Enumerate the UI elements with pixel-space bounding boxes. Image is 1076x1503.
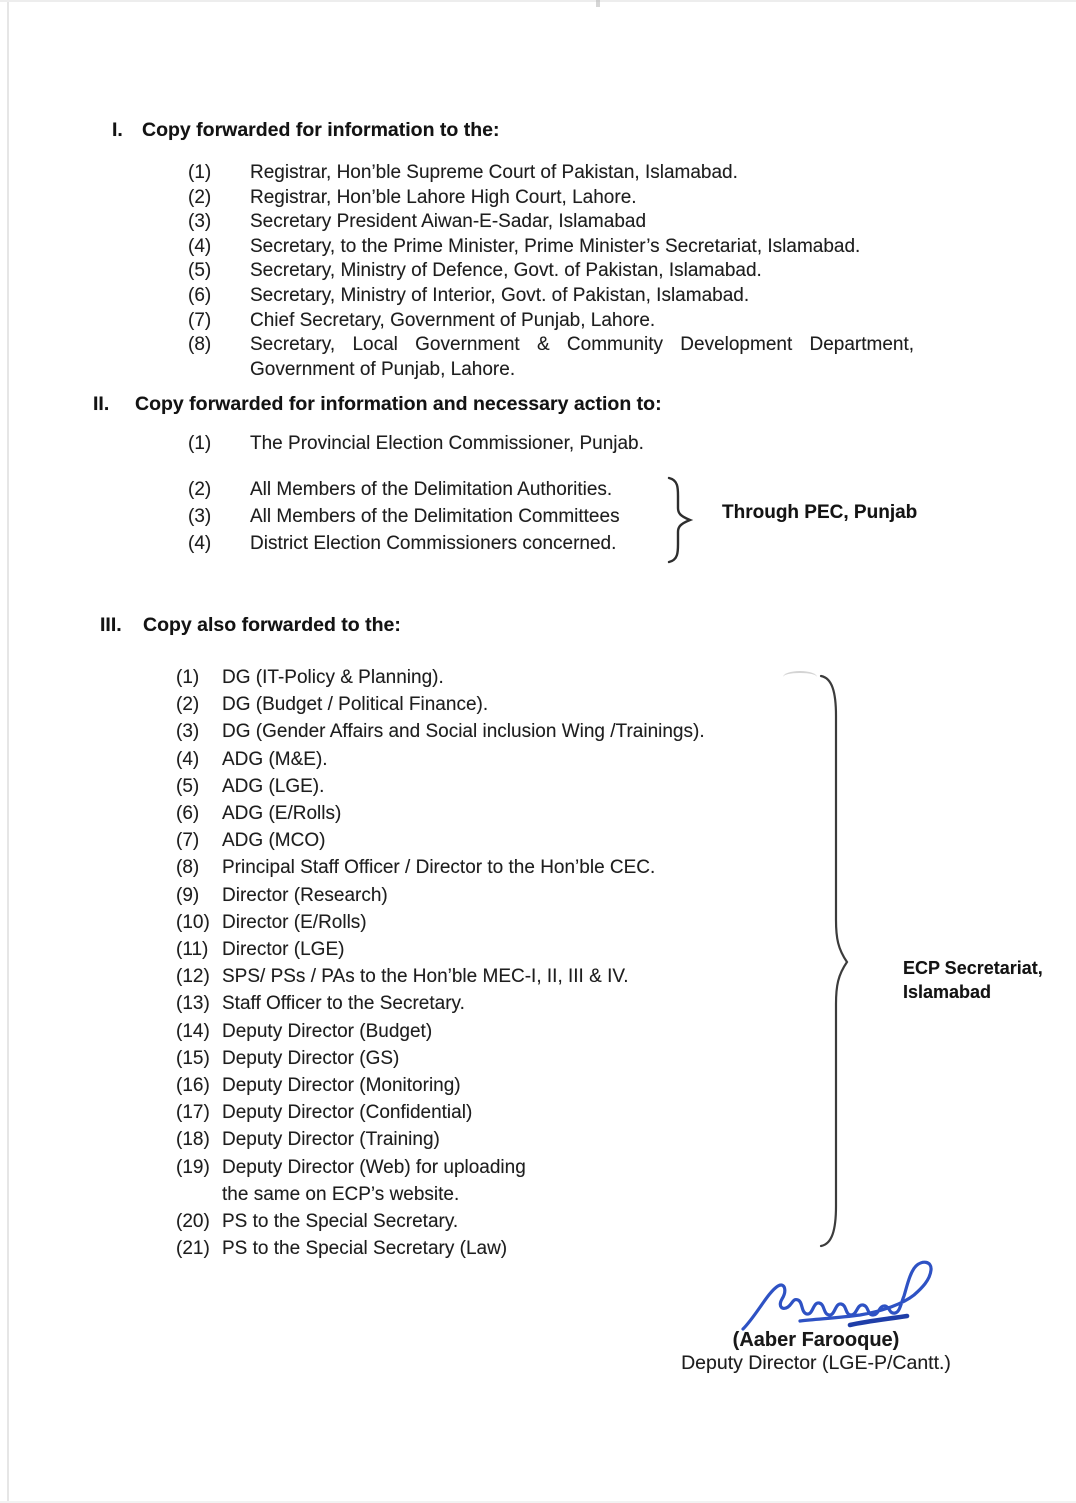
item-text: Staff Officer to the Secretary. <box>222 993 465 1015</box>
item-number: (15) <box>176 1047 210 1069</box>
brace-small <box>666 475 694 565</box>
scan-edge-left <box>7 0 9 1503</box>
list-item <box>176 1154 705 1208</box>
list-item <box>176 936 705 963</box>
list-item <box>176 882 705 909</box>
list-item <box>176 827 705 854</box>
signature-block <box>640 1329 992 1375</box>
list-item <box>188 210 914 235</box>
section-2-heading <box>93 393 662 415</box>
section-2-heading-text: Copy forwarded for information and necessary action to: <box>135 393 662 415</box>
item-number: (8) <box>188 334 212 356</box>
item-text: Registrar, Hon’ble Lahore High Court, Lahore. <box>250 186 637 208</box>
section-1-list <box>188 161 914 382</box>
item-text: Deputy Director (Budget) <box>222 1020 433 1042</box>
list-item <box>176 963 705 990</box>
ecp-secretariat-label: ECP Secretariat, Islamabad <box>903 958 1043 1002</box>
item-number: (2) <box>188 186 212 208</box>
item-text: Deputy Director (Confidential) <box>222 1102 473 1124</box>
item-number: (2) <box>176 694 200 716</box>
item-text: Deputy Director (Training) <box>222 1129 440 1151</box>
list-item <box>188 284 914 309</box>
list-item <box>176 800 705 827</box>
list-item <box>188 309 914 334</box>
list-item <box>176 718 705 745</box>
item-text: Director (E/Rolls) <box>222 911 367 933</box>
item-text: Deputy Director (Monitoring) <box>222 1075 461 1097</box>
list-item <box>176 1126 705 1153</box>
item-text: All Members of the Delimitation Committees <box>250 505 620 527</box>
item-text: ADG (MCO) <box>222 830 326 852</box>
section-2-braced-list <box>188 477 620 557</box>
list-item <box>176 746 705 773</box>
section-3-numeral: III. <box>100 614 122 636</box>
list-item <box>188 333 914 382</box>
item-number: (10) <box>176 911 210 933</box>
item-number: (6) <box>176 803 200 825</box>
item-text: ADG (E/Rolls) <box>222 803 342 825</box>
item-text: The Provincial Election Commissioner, Punjab. <box>250 433 644 454</box>
list-item <box>176 1208 705 1235</box>
item-text: Registrar, Hon’ble Supreme Court of Pakistan, Islamabad. <box>250 162 738 183</box>
item-text: ADG (LGE). <box>222 775 325 797</box>
list-item <box>188 186 914 211</box>
item-text: Director (Research) <box>222 884 388 906</box>
item-number: (5) <box>176 775 200 797</box>
item-number: (6) <box>188 284 212 306</box>
item-number: (16) <box>176 1075 210 1097</box>
scan-tick <box>596 0 600 7</box>
item-number: (19) <box>176 1156 210 1178</box>
section-1-numeral: I. <box>112 119 123 141</box>
item-text: ADG (M&E). <box>222 748 328 770</box>
section-2-numeral: II. <box>93 393 110 415</box>
item-number: (8) <box>176 857 200 879</box>
item-text: All Members of the Delimitation Authorities. <box>250 479 613 500</box>
item-text: DG (Gender Affairs and Social inclusion Wing /Trainings). <box>222 721 705 743</box>
scan-pencil-mark <box>783 671 817 683</box>
item-number: (1) <box>188 162 212 183</box>
list-item <box>176 773 705 800</box>
list-item <box>176 1099 705 1126</box>
item-text: DG (Budget / Political Finance). <box>222 694 489 716</box>
item-text: PS to the Special Secretary (Law) <box>222 1238 508 1260</box>
signatory-title: Deputy Director (LGE-P/Cantt.) <box>681 1352 951 1374</box>
list-item <box>176 1072 705 1099</box>
item-number: (17) <box>176 1102 210 1124</box>
item-number: (21) <box>176 1238 210 1260</box>
list-item <box>188 161 914 186</box>
item-number: (1) <box>176 667 200 688</box>
item-number: (7) <box>176 830 200 852</box>
item-number: (5) <box>188 260 212 282</box>
item-text: Deputy Director (GS) <box>222 1047 400 1069</box>
item-number: (11) <box>176 939 209 961</box>
item-number: (14) <box>176 1020 210 1042</box>
item-text: Secretary, to the Prime Minister, Prime Minister’s Secretariat, Islamabad. <box>250 235 861 257</box>
item-text: Secretary President Aiwan-E-Sadar, Islamabad <box>250 211 647 233</box>
item-text: Deputy Director (Web) for uploading the same on ECP’s website. <box>222 1156 526 1205</box>
item-text: DG (IT-Policy & Planning). <box>222 667 444 688</box>
item-number: (4) <box>188 532 212 554</box>
item-number: (20) <box>176 1211 210 1233</box>
item-number: (9) <box>176 884 200 906</box>
section-2-list <box>188 432 644 457</box>
signatory-name: (Aaber Farooque) <box>732 1329 900 1351</box>
item-text: District Election Commissioners concerned. <box>250 532 617 554</box>
item-text: Secretary, Local Government & Community Development Department, Government of Punjab, Lahore. <box>250 334 915 380</box>
list-item <box>188 531 620 558</box>
item-text: SPS/ PSs / PAs to the Hon’ble MEC-I, II, III & IV. <box>222 966 629 988</box>
scan-edge-top <box>0 0 1076 2</box>
through-pec-label: Through PEC, Punjab <box>722 502 918 523</box>
list-item <box>176 1018 705 1045</box>
item-number: (12) <box>176 966 210 988</box>
item-number: (4) <box>176 748 200 770</box>
section-1-heading-text: Copy forwarded for information to the: <box>142 119 500 141</box>
section-3-heading <box>100 614 401 636</box>
item-number: (2) <box>188 479 212 500</box>
item-number: (13) <box>176 993 210 1015</box>
item-text: Chief Secretary, Government of Punjab, Lahore. <box>250 309 656 331</box>
item-number: (3) <box>188 211 212 233</box>
list-item <box>188 235 914 260</box>
list-item <box>188 259 914 284</box>
list-item <box>176 854 705 881</box>
brace-large <box>818 672 850 1252</box>
item-number: (1) <box>188 433 212 454</box>
list-item <box>188 504 620 531</box>
item-number: (3) <box>188 505 212 527</box>
list-item <box>176 990 705 1017</box>
list-item <box>176 909 705 936</box>
item-text: Secretary, Ministry of Interior, Govt. of Pakistan, Islamabad. <box>250 284 750 306</box>
list-item <box>176 664 705 691</box>
item-number: (4) <box>188 235 212 257</box>
list-item <box>176 1045 705 1072</box>
section-3-heading-text: Copy also forwarded to the: <box>143 614 401 636</box>
item-number: (18) <box>176 1129 210 1151</box>
item-text: Director (LGE) <box>222 939 345 961</box>
list-item <box>176 1235 705 1262</box>
section-1-heading <box>112 119 499 141</box>
item-text: Principal Staff Officer / Director to the Hon’ble CEC. <box>222 857 656 879</box>
item-text: Secretary, Ministry of Defence, Govt. of Pakistan, Islamabad. <box>250 260 762 282</box>
item-number: (7) <box>188 309 212 331</box>
item-number: (3) <box>176 721 200 743</box>
list-item <box>176 691 705 718</box>
section-3-list <box>176 664 705 1262</box>
item-text: PS to the Special Secretary. <box>222 1211 459 1233</box>
signature-image <box>738 1258 943 1333</box>
list-item <box>188 477 620 504</box>
list-item <box>188 432 644 457</box>
